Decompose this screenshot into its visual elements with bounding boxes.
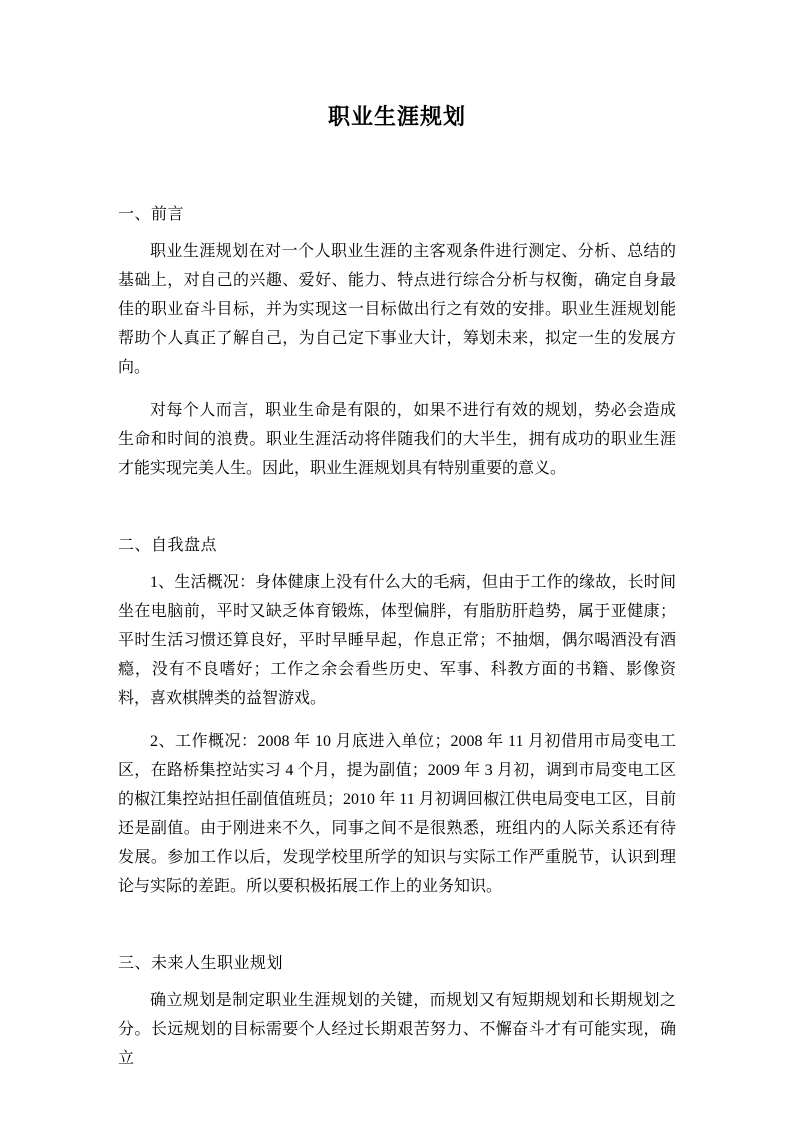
paragraph-preface-1: 职业生涯规划在对一个人职业生涯的主客观条件进行测定、分析、总结的基础上，对自己的兴趣、爱好、能力、特点进行综合分析与权衡，确定自身最佳的职业奋斗目标，并为实现这一目标做出行之有效的安排。职业生涯规划能帮助个人真正了解自己，为自己定下事业大计，筹划未来，拟定一生的发展方向。 — [118, 243, 676, 376]
paragraph-preface-2: 对每个人而言，职业生命是有限的，如果不进行有效的规划，势必会造成生命和时间的浪费。职业生涯活动将伴随我们的大半生，拥有成功的职业生涯才能实现完美人生。因此，职业生涯规划具有特别重要的意义。 — [118, 402, 676, 477]
paragraph-future-plan-1: 确立规划是制定职业生涯规划的关键，而规划又有短期规划和长期规划之分。长远规划的目标需要个人经过长期艰苦努力、不懈奋斗才有可能实现，确立 — [118, 992, 676, 1067]
paragraph-life-overview: 1、生活概况：身体健康上没有什么大的毛病，但由于工作的缘故，长时间坐在电脑前，平时又缺乏体育锻炼，体型偏胖，有脂肪肝趋势，属于亚健康；平时生活习惯还算良好，平时早睡早起，作息正常；不抽烟，偶尔喝酒没有酒瘾，没有不良嗜好；工作之余会看些历史、军事、科教方面的书籍、影像资料，喜欢棋牌类的益智游戏。 — [118, 574, 676, 707]
section-heading-preface: 一、前言 — [118, 206, 185, 223]
section-heading-future-career-plan: 三、未来人生职业规划 — [118, 955, 284, 972]
document-title: 职业生涯规划 — [327, 104, 466, 129]
paragraph-work-overview: 2、工作概况：2008 年 10 月底进入单位；2008 年 11 月初借用市局变电工区，在路桥集控站实习 4 个月，提为副值；2009 年 3 月初，调到市局变电工区的椒江集控站担任副值值班员；2010 年 11 月初调回椒江供电局变电工区，目前还是副值。由于刚进来不久，同事之间不是很熟悉，班组内的人际关系还有待发展。参加工作以后，发现学校里所学的知识与实际工作严重脱节，认识到理论与实际的差距。所以要积极拓展工作上的业务知识。 — [118, 733, 676, 895]
section-heading-self-assessment: 二、自我盘点 — [118, 537, 218, 554]
